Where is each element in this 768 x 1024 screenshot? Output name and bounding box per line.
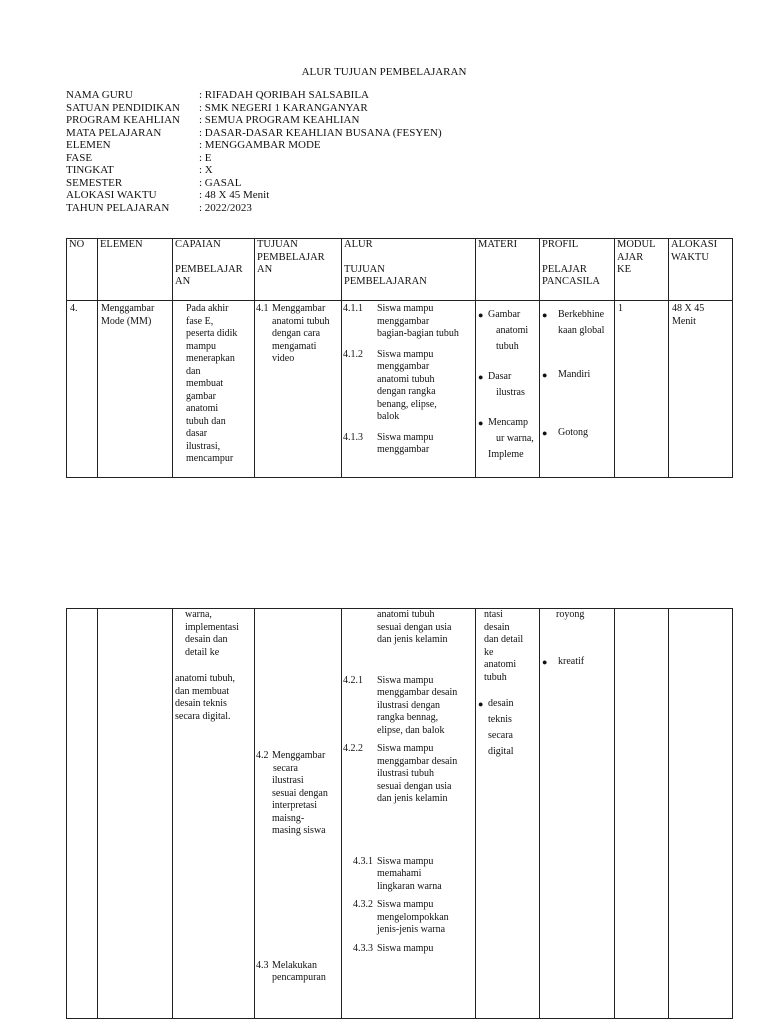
meta-label: MATA PELAJARAN <box>66 126 162 139</box>
header-elemen: ELEMEN <box>98 239 173 301</box>
header-profil: PROFIL PELAJAR PANCASILA <box>540 239 615 301</box>
cell-materi: ntasi desain dan detail ke anatomi tubuh ● desain teknis secara digital <box>476 609 540 1019</box>
meta-value: : 48 X 45 Menit <box>199 189 270 201</box>
meta-row <box>66 202 442 215</box>
meta-label: PROGRAM KEAHLIAN <box>66 114 180 126</box>
meta-row <box>66 127 442 140</box>
meta-value: : GASAL <box>199 176 242 189</box>
header-no: NO <box>67 239 98 301</box>
meta-label: SATUAN PENDIDIKAN <box>66 101 180 114</box>
table-row <box>67 301 733 478</box>
header-capaian: CAPAIAN PEMBELAJAR AN <box>173 239 255 301</box>
meta-value: : SMK NEGERI 1 KARANGANYAR <box>199 101 368 114</box>
meta-row <box>66 114 442 127</box>
meta-label: SEMESTER <box>66 176 123 189</box>
meta-row <box>66 139 442 152</box>
cell-no: 4. <box>67 301 98 478</box>
header-alokasi: ALOKASI WAKTU <box>669 239 733 301</box>
meta-label: FASE <box>66 151 93 164</box>
header-materi: MATERI <box>476 239 540 301</box>
meta-row <box>66 102 442 115</box>
cell-elemen: Menggambar Mode (MM) <box>98 301 173 478</box>
cell-materi: ● Gambar anatomi tubuh ● Dasar ilustras ● Mencamp ur warna, Impleme <box>476 301 540 478</box>
document-title: ALUR TUJUAN PEMBELAJARAN <box>301 66 467 78</box>
table-header-row <box>67 239 733 301</box>
document-meta <box>66 89 442 214</box>
meta-row <box>66 164 442 177</box>
cell-modul: 1 <box>615 301 669 478</box>
cell-elemen <box>98 609 173 1019</box>
header-alur: ALUR TUJUAN PEMBELAJARAN <box>342 239 476 301</box>
meta-row <box>66 189 442 202</box>
meta-row <box>66 152 442 165</box>
meta-value: : SEMUA PROGRAM KEAHLIAN <box>199 114 360 126</box>
header-modul: MODUL AJAR KE <box>615 239 669 301</box>
cell-profil: royong ● kreatif <box>540 609 615 1019</box>
cell-modul <box>615 609 669 1019</box>
cell-profil: ● Berkebhine kaan global ● Mandiri ● Gotong <box>540 301 615 478</box>
header-tujuan: TUJUAN PEMBELAJAR AN <box>255 239 342 301</box>
cell-capaian: warna, implementasi desain dan detail ke anatomi tubuh, dan membuat desain teknis secara digital. <box>173 609 255 1019</box>
cell-tujuan: 4.1 Menggambar anatomi tubuh dengan cara mengamati video <box>255 301 342 478</box>
cell-capaian: Pada akhir fase E, peserta didik mampu menerapkan dan membuat gambar anatomi tubuh dan dasar ilustrasi, mencampur <box>173 301 255 478</box>
cell-no <box>67 609 98 1019</box>
learning-flow-table-continued <box>66 608 733 1019</box>
meta-label: TAHUN PELAJARAN <box>66 201 170 214</box>
cell-alokasi: 48 X 45 Menit <box>669 301 733 478</box>
table-row <box>67 609 733 1019</box>
cell-tujuan: 4.2 Menggambar secara ilustrasi sesuai dengan interpretasi maisng- masing siswa 4.3 Melakukan pencampuran <box>255 609 342 1019</box>
meta-value: : E <box>199 151 212 164</box>
meta-label: ELEMEN <box>66 139 111 151</box>
meta-label: NAMA GURU <box>66 89 133 101</box>
meta-value: : DASAR-DASAR KEAHLIAN BUSANA (FESYEN) <box>199 126 442 139</box>
meta-value: : RIFADAH QORIBAH SALSABILA <box>199 89 370 101</box>
learning-flow-table <box>66 238 733 478</box>
meta-label: ALOKASI WAKTU <box>66 189 157 201</box>
cell-alur: anatomi tubuh sesuai dengan usia dan jenis kelamin 4.2.1 Siswa mampu menggambar desain ilustrasi dengan rangka bennag, elipse, dan balok 4.2.2 Siswa mampu menggambar desain ilustrasi tubuh sesuai dengan usia dan jenis kelamin 4.3.1 Siswa mampu memahami lingkaran warna 4.3.2 Siswa mampu mengelompokkan jenis-jenis warna 4.3.3 Siswa mampu <box>342 609 476 1019</box>
meta-value: : X <box>199 164 213 176</box>
meta-row <box>66 177 442 190</box>
meta-row <box>66 89 442 102</box>
cell-alur: 4.1.1 Siswa mampu menggambar bagian-bagian tubuh 4.1.2 Siswa mampu menggambar anatomi tubuh dengan rangka benang, elipse, balok 4.1.3 Siswa mampu menggambar <box>342 301 476 478</box>
meta-value: : MENGGAMBAR MODE <box>199 139 321 151</box>
cell-alokasi <box>669 609 733 1019</box>
meta-label: TINGKAT <box>66 164 114 176</box>
meta-value: : 2022/2023 <box>199 201 252 214</box>
